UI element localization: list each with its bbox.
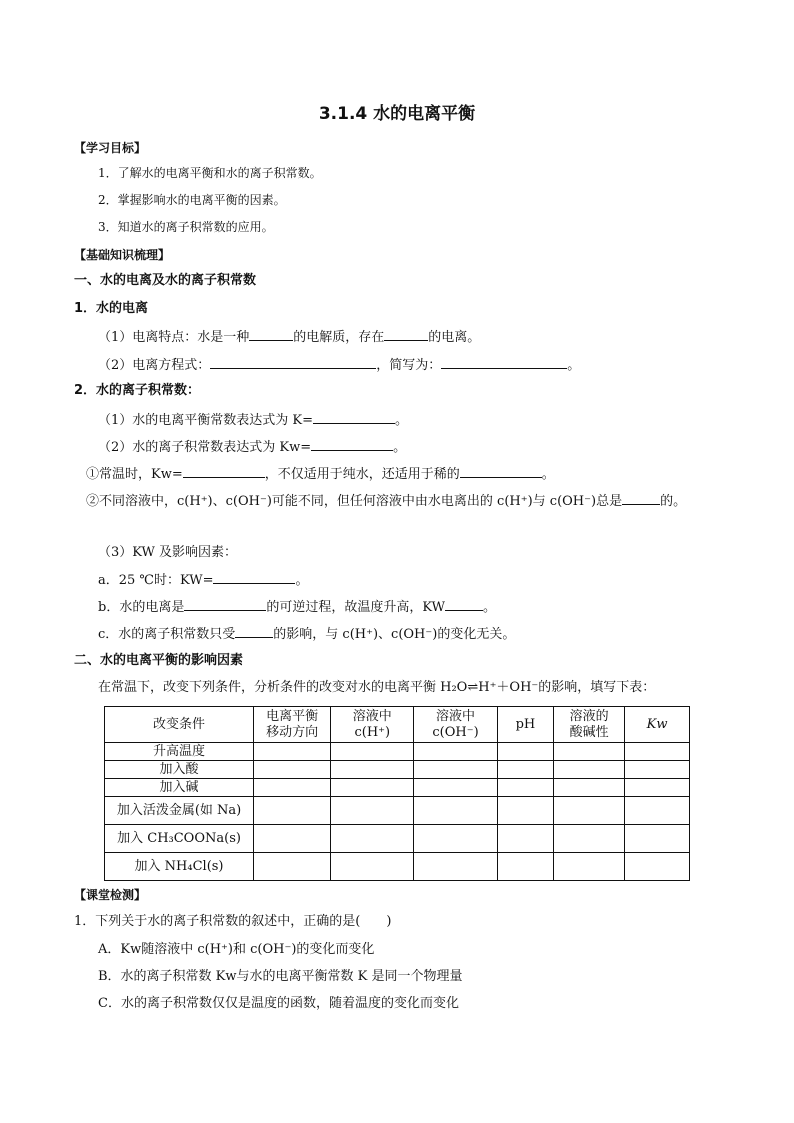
factors-table [104, 706, 690, 881]
answer-cell[interactable] [254, 761, 331, 779]
fill-blank[interactable] [183, 464, 265, 478]
text: 。 [295, 573, 309, 588]
room-temp-line [86, 464, 555, 484]
ion-product-line [98, 437, 406, 457]
answer-cell[interactable] [414, 743, 497, 761]
table-header-cell [554, 707, 625, 743]
table-header-cell [414, 707, 497, 743]
header-text: 电离平衡 移动方向 [266, 708, 319, 740]
subsection-2-title: 2．水的离子积常数： [74, 383, 201, 398]
answer-cell[interactable] [554, 761, 625, 779]
text: 。 [541, 467, 555, 482]
table-header-cell [105, 707, 254, 743]
fill-blank[interactable] [445, 597, 483, 611]
answer-cell[interactable] [331, 853, 414, 881]
answer-cell[interactable] [414, 761, 497, 779]
answer-cell[interactable] [331, 779, 414, 797]
text: a．25 ℃时：KW= [98, 573, 214, 588]
answer-cell[interactable] [554, 825, 625, 853]
text: （1）电离特点：水是一种 [98, 330, 250, 345]
text: b．水的电离是 [98, 600, 185, 615]
fill-blank[interactable] [311, 437, 393, 451]
fill-blank[interactable] [235, 624, 273, 638]
table-header-cell [254, 707, 331, 743]
basics-header: 【基础知识梳理】 [74, 248, 171, 262]
kw-factors-title: （3）KW 及影响因素： [98, 545, 238, 560]
text: ，简写为： [376, 358, 442, 373]
row-label: 加入 NH₄Cl(s) [105, 853, 254, 881]
table-header-row [105, 707, 690, 743]
answer-cell[interactable] [497, 825, 554, 853]
answer-cell[interactable] [554, 853, 625, 881]
goal-item-2: 2．掌握影响水的电离平衡的因素。 [98, 193, 286, 207]
answer-cell[interactable] [497, 853, 554, 881]
question-1-option-b[interactable]: B．水的离子积常数 Kw与水的电离平衡常数 K 是同一个物理量 [98, 969, 463, 984]
table-header-cell [331, 707, 414, 743]
answer-cell[interactable] [254, 853, 331, 881]
header-text: 改变条件 [153, 716, 206, 732]
kw-25c-line [98, 570, 309, 590]
text: （1）水的电离平衡常数表达式为 K= [98, 413, 314, 428]
goal-item-3: 3．知道水的离子积常数的应用。 [98, 220, 274, 234]
answer-cell[interactable] [331, 743, 414, 761]
answer-cell[interactable] [254, 825, 331, 853]
answer-cell[interactable] [254, 743, 331, 761]
text: ②不同溶液中，c(H⁺)、c(OH⁻)可能不同，但任何溶液中由水电离出的 c(H⁺)与 c(OH⁻)总是 [86, 494, 623, 509]
ionization-equation-line [98, 355, 580, 375]
answer-cell[interactable] [414, 825, 497, 853]
goal-item-1: 1．了解水的电离平衡和水的离子积常数。 [98, 166, 322, 180]
header-text: 溶液的 酸碱性 [569, 708, 609, 740]
different-solution-line [86, 491, 686, 511]
fill-blank[interactable] [184, 597, 266, 611]
section-1-title: 一、水的电离及水的离子积常数 [74, 273, 257, 288]
header-text: 溶液中 c(OH⁻) [432, 708, 479, 740]
answer-cell[interactable] [414, 853, 497, 881]
answer-cell[interactable] [331, 797, 414, 825]
row-label: 升高温度 [105, 743, 254, 761]
text: 。 [395, 413, 409, 428]
table-header-cell [625, 707, 690, 743]
question-1: 1．下列关于水的离子积常数的叙述中，正确的是( ) [74, 914, 392, 929]
answer-cell[interactable] [497, 761, 554, 779]
answer-cell[interactable] [554, 743, 625, 761]
answer-cell[interactable] [625, 743, 690, 761]
fill-blank[interactable] [249, 327, 293, 341]
answer-cell[interactable] [414, 797, 497, 825]
text: 的电解质，存在 [293, 330, 385, 345]
header-text: 溶液中 c(H⁺) [352, 708, 392, 740]
answer-cell[interactable] [254, 797, 331, 825]
header-text: pH [515, 716, 536, 732]
table-header-cell [497, 707, 554, 743]
answer-cell[interactable] [625, 825, 690, 853]
text: 的。 [660, 494, 687, 509]
kw-dependence-line [98, 624, 515, 644]
answer-cell[interactable] [414, 779, 497, 797]
row-label: 加入酸 [105, 761, 254, 779]
answer-cell[interactable] [625, 853, 690, 881]
fill-blank[interactable] [213, 570, 295, 584]
table-row [105, 797, 690, 825]
row-label: 加入碱 [105, 779, 254, 797]
subsection-1-title: 1．水的电离 [74, 301, 149, 316]
fill-blank[interactable] [210, 355, 376, 369]
question-1-option-c[interactable]: C．水的离子积常数仅仅是温度的函数，随着温度的变化而变化 [98, 996, 459, 1011]
equilibrium-constant-line [98, 410, 408, 430]
table-row [105, 779, 690, 797]
check-header: 【课堂检测】 [74, 888, 147, 902]
answer-cell[interactable] [625, 797, 690, 825]
answer-cell[interactable] [554, 797, 625, 825]
fill-blank[interactable] [313, 410, 395, 424]
fill-blank[interactable] [441, 355, 567, 369]
text: 。 [393, 440, 407, 455]
header-text: Kw [646, 716, 668, 732]
answer-cell[interactable] [254, 779, 331, 797]
fill-blank[interactable] [622, 491, 660, 505]
answer-cell[interactable] [331, 825, 414, 853]
question-1-option-a[interactable]: A．Kw随溶液中 c(H⁺)和 c(OH⁻)的变化而变化 [98, 942, 375, 957]
answer-cell[interactable] [554, 779, 625, 797]
fill-blank[interactable] [384, 327, 428, 341]
table-row [105, 825, 690, 853]
answer-cell[interactable] [625, 779, 690, 797]
text: 的电离。 [428, 330, 481, 345]
answer-cell[interactable] [497, 797, 554, 825]
table-row [105, 853, 690, 881]
page-title: 3.1.4 水的电离平衡 [318, 104, 476, 124]
ionization-feature-line [98, 327, 480, 347]
text: ，不仅适用于纯水，还适用于稀的 [264, 467, 460, 482]
row-label: 加入 CH₃COONa(s) [105, 825, 254, 853]
section-2-intro: 在常温下，改变下列条件，分析条件的改变对水的电离平衡 H₂O⇌H⁺＋OH⁻的影响，填写下表： [98, 680, 656, 695]
table-row [105, 743, 690, 761]
row-label: 加入活泼金属(如 Na) [105, 797, 254, 825]
answer-cell[interactable] [625, 761, 690, 779]
text: 。 [567, 358, 581, 373]
text: （2）水的离子积常数表达式为 Kw= [98, 440, 312, 455]
table-row [105, 761, 690, 779]
answer-cell[interactable] [497, 779, 554, 797]
answer-cell[interactable] [497, 743, 554, 761]
text: 的影响，与 c(H⁺)、c(OH⁻)的变化无关。 [273, 627, 516, 642]
goals-header: 【学习目标】 [74, 141, 147, 155]
text: 。 [482, 600, 496, 615]
text: 的可逆过程，故温度升高，KW [266, 600, 445, 615]
kw-temperature-line [98, 597, 496, 617]
text: （2）电离方程式： [98, 358, 211, 373]
section-2-title: 二、水的电离平衡的影响因素 [74, 653, 244, 668]
answer-cell[interactable] [331, 761, 414, 779]
text: ①常温时，Kw= [86, 467, 183, 482]
text: c．水的离子积常数只受 [98, 627, 236, 642]
fill-blank[interactable] [460, 464, 542, 478]
